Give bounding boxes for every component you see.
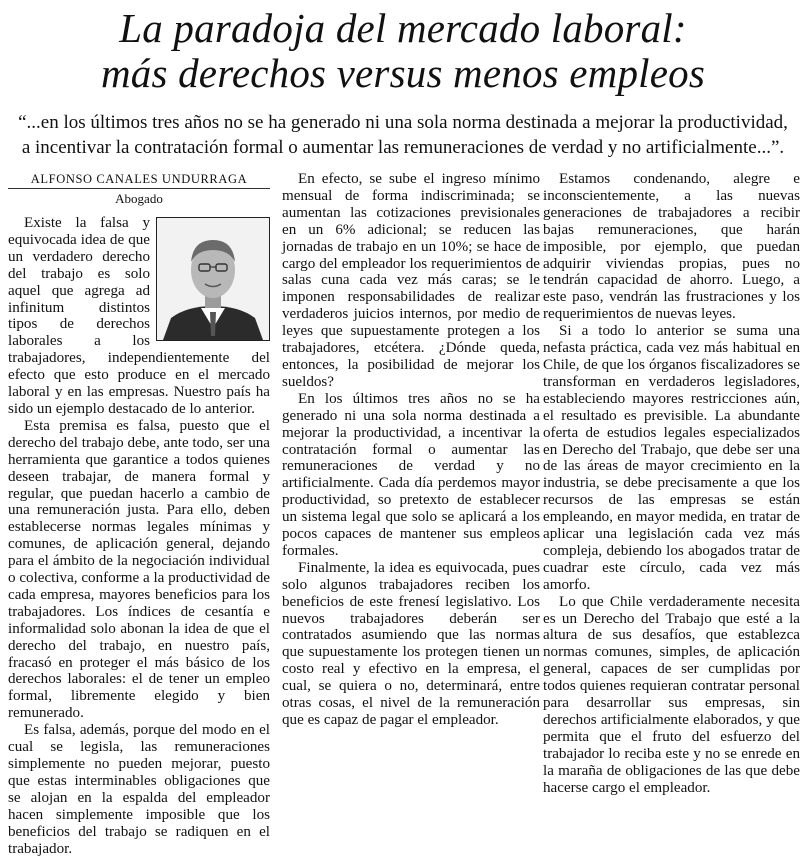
column-2 [282, 171, 540, 729]
author-name: ALFONSO CANALES UNDURRAGA [8, 171, 270, 189]
paragraph-3: Es falsa, además, porque del modo en el cual se legisla, las remuneraciones simplemente no pueden mejorar, puesto que estas interminables obligaciones que se alojan en la espalda del empleador hacen simplemente imposible que los beneficios del trabajo se radiquen en el trabajador. [8, 722, 270, 857]
headline-line-2: más derechos versus menos empleos [100, 50, 706, 96]
paragraph-8: Si a todo lo anterior se suma una nefasta práctica, cada vez más habitual en Chile, de que los órganos fiscalizadores se transforman en verdaderos legisladores, estableciendo mayores restricciones aún, el resultado es previsible. La abundante oferta de estudios legales especializados en Derecho del Trabajo, que debe ser una de las áreas de mayor crecimiento en la industria, se debe precisamente a que los recursos de las empresas se están empleando, en mayor medida, en tratar de aplicar una legislación cada vez más compleja, debiendo los abogados tratar de cuadrar este círculo, cada vez más amorfo. [543, 323, 800, 593]
pull-quote-line-2: a incentivar la contratación formal o aumentar las remuneraciones de verdad y no artificialmente...”. [21, 137, 785, 158]
paragraph-9: Lo que Chile verdaderamente necesita es un Derecho del Trabajo que esté a la altura de sus desafíos, que establezca normas comunes, simples, de aplicación general, capaces de ser cumplidas por todos quienes requieran contratar personal para desarrollar sus empresas, sin derechos artificialmente elaborados, y que permita que el fruto del esfuerzo del trabajador lo reciba este y no se enrede en la maraña de obligaciones de las que debe hacerse cargo el empleador. [543, 593, 800, 796]
paragraph-5: En los últimos tres años no se ha generado ni una sola norma destinada a mejorar la productividad, a incentivar la contratación formal o aumentar las remuneraciones de verdad y no artificialmente. Cada día perdemos mayor productividad, so pretexto de establecer un sistema legal que solo se aplicará a los pocos capaces de mantener sus empleos formales. [282, 390, 540, 559]
author-photo [156, 217, 270, 341]
headline-line-1: La paradoja del mercado laboral: [119, 5, 687, 51]
author-role: Abogado [115, 191, 163, 206]
paragraph-2: Esta premisa es falsa, puesto que el derecho del trabajo debe, ante todo, ser una herramienta que garantice a todos quienes deseen trabajar, de manera formal y regular, que puedan hacerlo a cambio de una remuneración justa. Para ello, deben establecerse normas legales mínimas y comunes, de aplicación general, dejando para el ámbito de la negociación individual o colectiva, conforme a la productividad de cada empresa, mayores beneficios para los trabajadores. Los índices de cesantía e informalidad solo abonan la idea de que el derecho del trabajo, en nuestro país, fracasó en proteger el más básico de los derechos laborales: el de tener un empleo formal, libremente elegido y bien remunerado. [8, 417, 270, 722]
pull-quote-line-1: “...en los últimos tres años no se ha generado ni una sola norma destinada a mejorar la productividad, [18, 112, 788, 133]
pull-quote [0, 110, 806, 160]
column-3 [543, 171, 800, 797]
paragraph-1: Existe la falsa y equivocada idea de que un verdadero derecho del trabajo es solo aquel que agrega ad infinitum distintos tipos de derechos laborales a los trabajadores, independientemente del efecto que esto produce en el mercado laboral y en las empresas. Nuestro país ha sido un ejemplo destacado de lo anterior. [8, 215, 270, 417]
paragraph-7: Estamos condenando, alegre e inconscientemente, a las nuevas generaciones de trabajadores a recibir bajas remuneraciones, que harán imposible, por ejemplo, que puedan adquirir viviendas propias, pues no tendrán capacidad de ahorro. Luego, a este paso, vendrán las frustraciones y los requerimientos de nuevas leyes. [543, 171, 800, 323]
paragraph-4: En efecto, se sube el ingreso mínimo mensual de forma indiscriminada; se aumentan las cotizaciones previsionales en un 6% adicional; se reducen las jornadas de trabajo en un 10%; se hace de cargo del empleador los requerimientos de salas cuna cada vez más caras; se le imponen responsabilidades de realizar verdaderos juicios internos, por medio de leyes que supuestamente protegen a los trabajadores, etcétera. ¿Dónde queda, entonces, la posibilidad de mejorar los sueldos? [282, 171, 540, 390]
column-1 [8, 171, 270, 857]
paragraph-6: Finalmente, la idea es equivocada, pues solo algunos trabajadores reciben los beneficios de este frenesí legislativo. Los nuevos trabajadores deberán ser contratados asumiendo que las normas que supuestamente los protegen tienen un costo real y efectivo en la empresa, el cual, se quiera o no, determinará, entre otras cosas, el nivel de la remuneración que es capaz de pagar el empleador. [282, 559, 540, 728]
